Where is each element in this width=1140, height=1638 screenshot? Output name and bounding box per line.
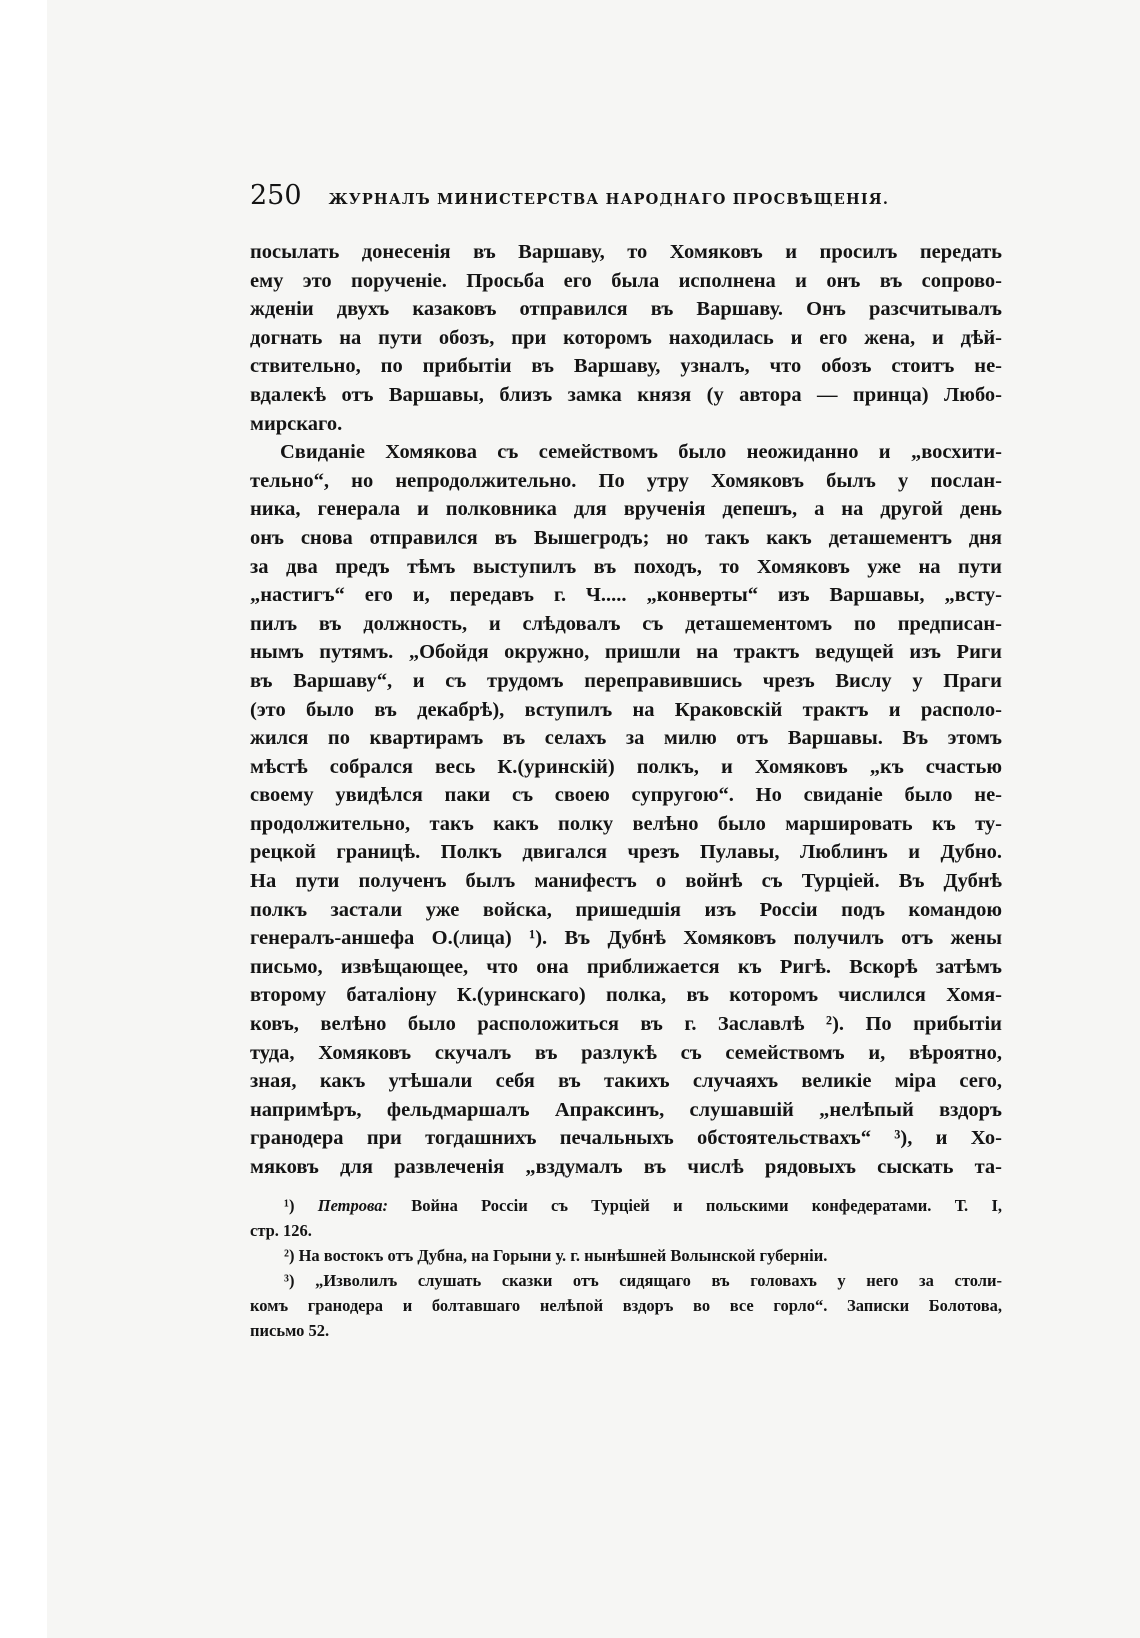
- footnote-line: стр. 126.: [250, 1221, 312, 1240]
- text-line: ему это порученіе. Просьба его была исполнена и онъ въ сопрово-: [250, 269, 1002, 292]
- text-line: туда, Хомяковъ скучалъ въ разлукѣ съ семействомъ и, вѣроятно,: [250, 1041, 1002, 1064]
- text-line: рецкой границѣ. Полкъ двигался чрезъ Пулавы, Люблинъ и Дубно.: [250, 841, 1002, 864]
- footnotes: [250, 1193, 1002, 1343]
- footnote-line: [250, 1268, 1002, 1293]
- footnote-marker: ³): [284, 1271, 295, 1290]
- text-line: На пути полученъ былъ манифестъ о войнѣ съ Турціей. Въ Дубнѣ: [250, 870, 1002, 893]
- text-line: письмо, извѣщающее, что она приближается къ Ригѣ. Вскорѣ затѣмъ: [250, 955, 1002, 978]
- footnote-text: На востокъ отъ Дубна, на Горыни у. г. нынѣшней Волынской губерніи.: [298, 1246, 828, 1265]
- footnote-3: [250, 1268, 1002, 1343]
- text-line: жденіи двухъ казаковъ отправился въ Варшаву. Онъ разсчитывалъ: [250, 298, 1002, 321]
- footnote-text: Война Россіи съ Турціей и польскими конфедератами. Т. I,: [411, 1196, 1002, 1215]
- text-line: (это было въ декабрѣ), вступилъ на Краковскій трактъ и располо-: [250, 698, 1002, 721]
- text-line: нымъ путямъ. „Обойдя окружно, пришли на трактъ ведущей изъ Риги: [250, 641, 1002, 664]
- footnote-line: [250, 1243, 1002, 1268]
- text-line: ковъ, велѣно было расположиться въ г. Заславлѣ ²). По прибытіи: [250, 1013, 1002, 1036]
- running-title: ЖУРНАЛЪ МИНИСТЕРСТВА НАРОДНАГО ПРОСВѢЩЕНІЯ.: [328, 191, 890, 208]
- text-line: зная, какъ утѣшали себя въ такихъ случаяхъ великіе міра сего,: [250, 1070, 1002, 1093]
- text-line: продолжительно, такъ какъ полку велѣно было маршировать къ ту-: [250, 812, 1002, 835]
- paragraph-1: [250, 238, 1002, 438]
- text-line: Свиданіе Хомякова съ семействомъ было неожиданно и „восхити-: [280, 441, 1002, 464]
- text-line: „настигъ“ его и, передавъ г. Ч..... „конверты“ изъ Варшавы, „всту-: [250, 584, 1002, 607]
- text-line: мяковъ для развлеченія „вздумалъ въ числѣ рядовыхъ сыскать та-: [250, 1156, 1002, 1178]
- text-line: генералъ-аншефа О.(лица) ¹). Въ Дубнѣ Хомяковъ получилъ отъ жены: [250, 927, 1002, 950]
- footnote-line: комъ гранодера и болтавшаго нелѣпой вздоръ во все горло“. Записки Болотова,: [250, 1296, 1002, 1315]
- text-line: своему увидѣлся паки съ своею супругою“. Но свиданіе было не-: [250, 784, 1002, 807]
- text-line: догнать на пути обозъ, при которомъ находилась и его жена, и дѣй-: [250, 326, 1002, 349]
- text-line: въ Варшаву“, и съ трудомъ переправившись чрезъ Вислу у Праги: [250, 669, 1002, 692]
- footnote-author: Петрова:: [317, 1196, 389, 1215]
- footnote-line: письмо 52.: [250, 1321, 330, 1340]
- text-line: жился по квартирамъ въ селахъ за милю отъ Варшавы. Въ этомъ: [250, 727, 1002, 750]
- footnote-line: [250, 1193, 1002, 1218]
- footnote-1: [250, 1193, 1002, 1243]
- paragraph-2: [250, 438, 1002, 1181]
- footnote-marker: ¹): [284, 1196, 295, 1215]
- text-line: мѣстѣ собрался весь К.(уринскій) полкъ, и Хомяковъ „къ счастью: [250, 755, 1002, 778]
- text-line: вдалекѣ отъ Варшавы, близъ замка князя (у автора — принца) Любо-: [250, 383, 1002, 406]
- main-text: [250, 238, 1002, 1182]
- text-line: второму баталіону К.(уринскаго) полка, въ которомъ числился Хомя-: [250, 984, 1002, 1007]
- text-line: полкъ застали уже войска, пришедшія изъ Россіи подъ командою: [250, 898, 1002, 921]
- text-line: напримѣръ, фельдмаршалъ Апраксинъ, слушавшій „нелѣпый вздоръ: [250, 1098, 1002, 1121]
- text-line: за два предъ тѣмъ выступилъ въ походъ, то Хомяковъ уже на пути: [250, 555, 1002, 578]
- page-header: [250, 180, 1002, 211]
- text-line: ствительно, по прибытіи въ Варшаву, узналъ, что обозъ стоитъ не-: [250, 355, 1002, 378]
- text-line: гранодера при тогдашнихъ печальныхъ обстоятельствахъ“ ³), и Хо-: [250, 1127, 1002, 1150]
- text-line: ника, генерала и полковника для врученія депешъ, а на другой день: [250, 498, 1002, 521]
- text-line: онъ снова отправился въ Вышегродъ; но такъ какъ деташементъ дня: [250, 526, 1002, 549]
- footnote-2: [250, 1243, 1002, 1268]
- footnote-marker: ²): [284, 1246, 295, 1265]
- text-line: тельно“, но непродолжительно. По утру Хомяковъ былъ у послан-: [250, 469, 1002, 492]
- footnote-text: „Изволилъ слушать сказки отъ сидящаго въ головахъ у него за столи-: [315, 1271, 1003, 1290]
- page-number: 250: [250, 180, 302, 211]
- text-line: мирскаго.: [250, 412, 343, 435]
- text-line: пилъ въ должность, и слѣдовалъ съ деташементомъ по предписан-: [250, 612, 1002, 635]
- text-line: посылать донесенія въ Варшаву, то Хомяковъ и просилъ передать: [250, 241, 1002, 263]
